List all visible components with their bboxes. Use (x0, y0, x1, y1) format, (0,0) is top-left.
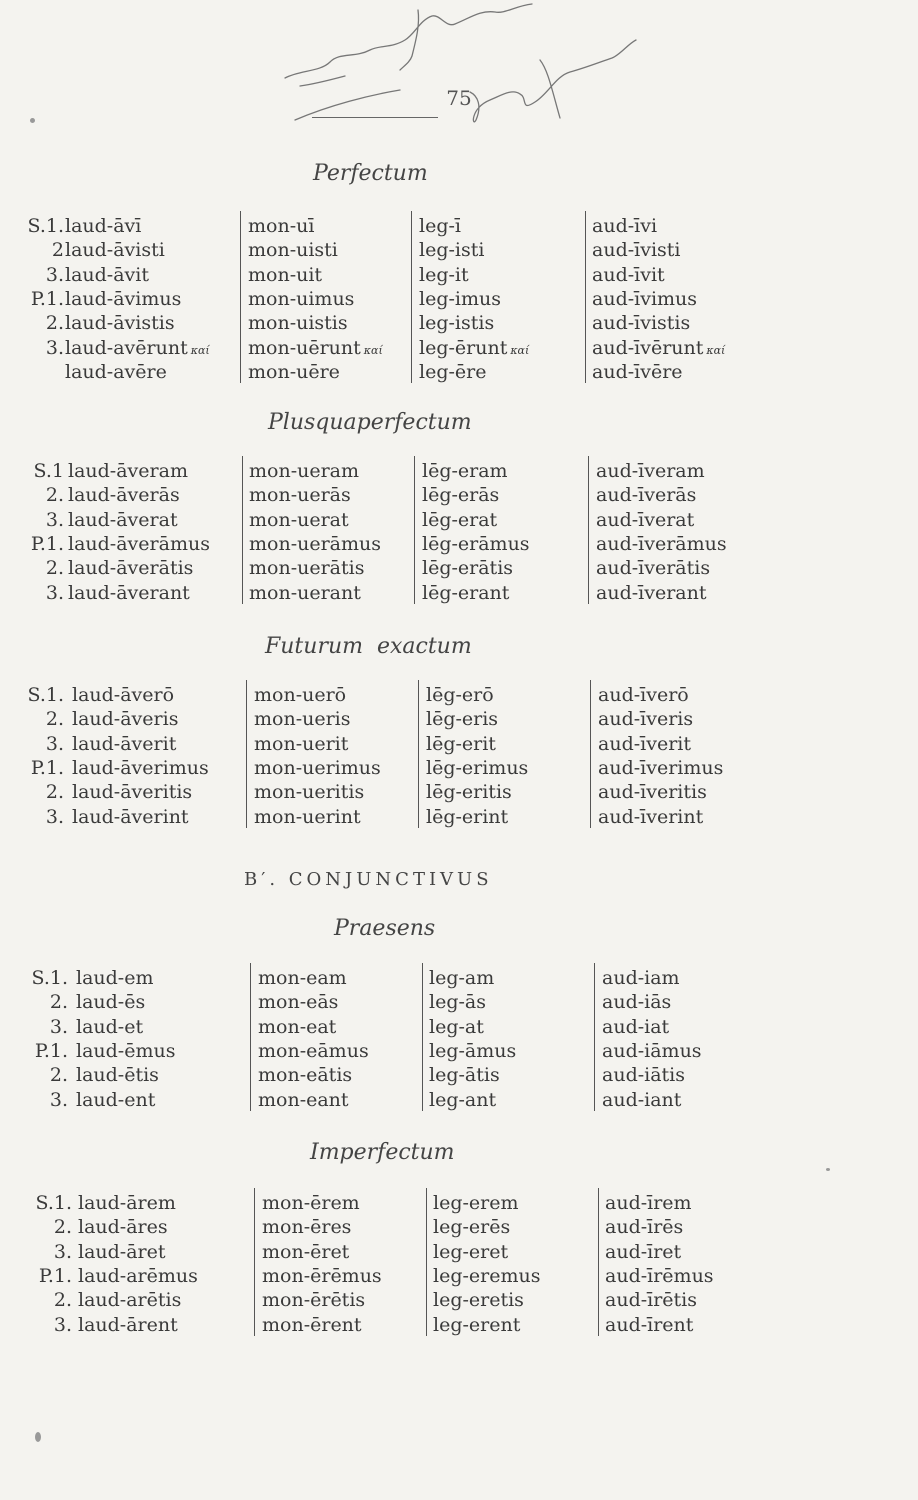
verb-form: laud-āvimus (65, 287, 182, 310)
verb-form: laud-avērunt καί (65, 336, 210, 359)
person-label: S.1. (27, 684, 64, 706)
verb-form: leg-eremus (433, 1264, 541, 1287)
column-divider (414, 456, 415, 604)
column-divider (250, 963, 251, 1111)
section-title-futurum-exactum: Futurum exactum (265, 634, 472, 659)
verb-form: laud-āret (78, 1240, 166, 1263)
table-row (0, 1264, 918, 1288)
column-divider (588, 456, 589, 604)
table-row (0, 1240, 918, 1264)
verb-form: mon-uēre (248, 360, 340, 383)
verb-form: lēg-eris (426, 708, 499, 731)
verb-form: mon-ērent (262, 1313, 362, 1336)
table-row (0, 732, 918, 756)
kai-marker: καί (510, 343, 530, 357)
verb-form: laud-āvistis (65, 312, 175, 335)
person-label: S.1. (35, 1192, 72, 1214)
verb-form: laud-āverint (72, 805, 189, 828)
verb-form: aud-īvit (592, 263, 665, 286)
verb-form: leg-erēs (433, 1216, 511, 1239)
kai-marker: καί (706, 343, 726, 357)
verb-form: aud-īret (605, 1240, 682, 1263)
page-number: 75 (446, 86, 472, 110)
verb-form: laud-āvī (65, 215, 142, 237)
person-label: P.1. (30, 287, 64, 310)
person-label: 3. (45, 263, 64, 286)
verb-form: laud-āverō (72, 684, 175, 706)
verb-form: mon-ēret (262, 1240, 350, 1263)
page-number-rule (312, 117, 438, 118)
verb-form: leg-āmus (429, 1039, 517, 1062)
person-label: 3. (45, 336, 64, 359)
verb-form: laud-ētis (76, 1064, 159, 1087)
verb-form: laud-ent (76, 1088, 156, 1111)
verb-form: aud-īveris (598, 708, 694, 731)
verb-form: lēg-erāmus (422, 532, 530, 555)
verb-form: aud-īverant (596, 581, 707, 604)
verb-form: aud-īverit (598, 732, 691, 755)
verb-form: mon-uerant (249, 581, 361, 604)
verb-form: aud-īrem (605, 1192, 692, 1214)
section-title-perfectum: Perfectum (313, 161, 428, 186)
kai-marker: καί (363, 343, 383, 357)
verb-form: leg-ās (429, 991, 486, 1014)
verb-form: aud-īveritis (598, 781, 707, 804)
verb-form: mon-eās (258, 991, 339, 1014)
verb-form: aud-iātis (602, 1064, 686, 1087)
person-label: 3. (45, 581, 64, 604)
person-label: 2. (45, 708, 64, 731)
verb-form: laud-ēmus (76, 1039, 176, 1062)
verb-form: aud-īrēmus (605, 1264, 714, 1287)
verb-form: laud-et (76, 1015, 144, 1038)
verb-form: laud-āverātis (68, 557, 194, 580)
verb-form: laud-em (76, 967, 154, 989)
verb-form: mon-uī (248, 215, 315, 237)
column-divider (246, 680, 247, 828)
verb-form: mon-uerit (254, 732, 349, 755)
person-label: 3. (53, 1313, 72, 1336)
verb-form: mon-uerātis (249, 557, 365, 580)
verb-form: leg-istis (419, 312, 495, 335)
verb-form: leg-am (429, 967, 495, 989)
column-divider (422, 963, 423, 1111)
table-row (0, 1288, 918, 1312)
verb-form: aud-īvistis (592, 312, 691, 335)
person-label: P.1. (34, 1039, 68, 1062)
verb-form: lēg-erit (426, 732, 496, 755)
column-divider (590, 680, 591, 828)
verb-form: laud-āveritis (72, 781, 193, 804)
person-label: 2. (49, 991, 68, 1014)
verb-form: laud-āvisti (65, 239, 165, 262)
person-label: 3. (45, 732, 64, 755)
verb-form: lēg-erint (426, 805, 509, 828)
verb-form: mon-uisti (248, 239, 338, 262)
table-row (0, 707, 918, 731)
table-row (0, 360, 918, 384)
person-label: 3. (45, 805, 64, 828)
table-row (0, 780, 918, 804)
column-divider (594, 963, 595, 1111)
verb-form: laud-arētis (78, 1289, 182, 1312)
section-title-imperfectum: Imperfectum (310, 1140, 455, 1165)
verb-form: aud-iās (602, 991, 672, 1014)
column-divider (585, 211, 586, 383)
verb-form: mon-eāmus (258, 1039, 369, 1062)
table-row (0, 311, 918, 335)
handwritten-annotation (0, 0, 918, 160)
table-row (0, 287, 918, 311)
verb-form: aud-īverāmus (596, 532, 727, 555)
verb-form: mon-uerat (249, 508, 349, 531)
column-divider (418, 680, 419, 828)
verb-form: mon-uerāmus (249, 532, 382, 555)
verb-form: laud-arēmus (78, 1264, 198, 1287)
person-label: P.1. (38, 1264, 72, 1287)
verb-form: lēg-erō (426, 684, 494, 706)
table-row (0, 1191, 918, 1215)
verb-form: aud-īrent (605, 1313, 694, 1336)
verb-form: aud-īverimus (598, 756, 724, 779)
verb-form: aud-īverās (596, 484, 697, 507)
verb-form: lēg-eritis (426, 781, 512, 804)
verb-form: aud-īrēs (605, 1216, 684, 1239)
verb-form: leg-eret (433, 1240, 509, 1263)
verb-form: leg-ī (419, 215, 461, 237)
column-divider (254, 1188, 255, 1336)
verb-form: mon-uimus (248, 287, 355, 310)
verb-form: mon-uerint (254, 805, 361, 828)
verb-form: laud-āveram (68, 460, 188, 482)
verb-form: aud-īrētis (605, 1289, 698, 1312)
part-heading-conjunctivus: B′. CONJUNCTIVUS (244, 869, 493, 890)
verb-form: laud-āverās (68, 484, 180, 507)
table-row (0, 263, 918, 287)
person-label: P.1. (30, 756, 64, 779)
verb-form: laud-āres (78, 1216, 168, 1239)
verb-form: aud-iant (602, 1088, 682, 1111)
verb-form: lēg-erant (422, 581, 510, 604)
person-label: P.1. (30, 532, 64, 555)
verb-form: mon-ēres (262, 1216, 352, 1239)
verb-form: laud-ārem (78, 1192, 176, 1214)
verb-form: leg-isti (419, 239, 485, 262)
table-row (0, 238, 918, 262)
verb-form: aud-iat (602, 1015, 670, 1038)
kai-marker: καί (190, 343, 210, 357)
verb-form: mon-uerimus (254, 756, 381, 779)
table-row (0, 1088, 918, 1112)
table-row (0, 1063, 918, 1087)
verb-form: mon-uerō (254, 684, 347, 706)
verb-form: mon-ueritis (254, 781, 365, 804)
table-row (0, 508, 918, 532)
verb-form: mon-uerās (249, 484, 351, 507)
person-label: 2. (45, 312, 64, 335)
table-row (0, 336, 918, 360)
verb-form: lēg-erimus (426, 756, 529, 779)
verb-form: aud-īverātis (596, 557, 711, 580)
verb-form: lēg-erās (422, 484, 500, 507)
person-label: 2. (53, 1216, 72, 1239)
verb-form: lēg-eram (422, 460, 508, 482)
verb-form: laud-āverit (72, 732, 177, 755)
table-row (0, 483, 918, 507)
table-row (0, 1015, 918, 1039)
verb-form: laud-āveris (72, 708, 179, 731)
verb-form: aud-īvērunt καί (592, 336, 726, 359)
person-label: S.1. (27, 215, 64, 237)
verb-form: leg-ērunt καί (419, 336, 530, 359)
verb-form: mon-ueram (249, 460, 360, 482)
column-divider (426, 1188, 427, 1336)
person-label: 2. (49, 1064, 68, 1087)
verb-form: leg-eretis (433, 1289, 524, 1312)
table-row (0, 459, 918, 483)
person-label: 3. (45, 508, 64, 531)
verb-form: lēg-erat (422, 508, 498, 531)
verb-form: leg-ēre (419, 360, 487, 383)
table-row (0, 805, 918, 829)
column-divider (598, 1188, 599, 1336)
verb-form: mon-eam (258, 967, 347, 989)
verb-form: mon-ērēmus (262, 1264, 382, 1287)
table-row (0, 683, 918, 707)
verb-form: aud-īvēre (592, 360, 683, 383)
verb-form: laud-āverant (68, 581, 190, 604)
person-label: 2. (53, 1289, 72, 1312)
person-label: 2 (51, 239, 64, 262)
verb-form: leg-ant (429, 1088, 497, 1111)
verb-form: mon-uistis (248, 312, 348, 335)
section-title-plusquaperfectum: Plusquaperfectum (268, 410, 472, 435)
person-label: S.1 (33, 460, 64, 482)
verb-form: mon-uērunt καί (248, 336, 383, 359)
verb-form: mon-uit (248, 263, 323, 286)
verb-form: aud-īvisti (592, 239, 681, 262)
table-row (0, 1039, 918, 1063)
column-divider (242, 456, 243, 604)
table-row (0, 756, 918, 780)
person-label: S.1. (31, 967, 68, 989)
column-divider (411, 211, 412, 383)
verb-form: mon-ueris (254, 708, 351, 731)
person-label: 2. (45, 557, 64, 580)
person-label: 3. (53, 1240, 72, 1263)
person-label: 2. (45, 484, 64, 507)
verb-form: laud-ārent (78, 1313, 178, 1336)
person-label: 2. (45, 781, 64, 804)
verb-form: laud-āverat (68, 508, 178, 531)
person-label: 3. (49, 1015, 68, 1038)
verb-form: mon-eat (258, 1015, 337, 1038)
person-label: 3. (49, 1088, 68, 1111)
table-row (0, 532, 918, 556)
table-row (0, 966, 918, 990)
verb-form: laud-āvit (65, 263, 149, 286)
table-row (0, 214, 918, 238)
table-row (0, 1215, 918, 1239)
verb-form: laud-āverāmus (68, 532, 210, 555)
table-row (0, 556, 918, 580)
column-divider (240, 211, 241, 383)
verb-form: aud-īvimus (592, 287, 698, 310)
table-row (0, 1313, 918, 1337)
paper-speck (30, 118, 35, 123)
verb-form: mon-ērētis (262, 1289, 366, 1312)
verb-form: laud-ēs (76, 991, 146, 1014)
paper-speck (35, 1432, 41, 1442)
verb-form: aud-īverint (598, 805, 704, 828)
verb-form: mon-ērem (262, 1192, 360, 1214)
verb-form: leg-at (429, 1015, 484, 1038)
table-row (0, 581, 918, 605)
verb-form: leg-imus (419, 287, 501, 310)
verb-form: leg-it (419, 263, 469, 286)
verb-form: aud-īvi (592, 215, 658, 237)
verb-form: laud-avēre (65, 360, 167, 383)
verb-form: aud-iāmus (602, 1039, 702, 1062)
verb-form: aud-īveram (596, 460, 705, 482)
verb-form: aud-īverō (598, 684, 689, 706)
verb-form: aud-īverat (596, 508, 695, 531)
verb-form: leg-erem (433, 1192, 519, 1214)
verb-form: mon-eātis (258, 1064, 353, 1087)
verb-form: leg-ātis (429, 1064, 500, 1087)
verb-form: aud-iam (602, 967, 680, 989)
verb-form: lēg-erātis (422, 557, 514, 580)
verb-form: mon-eant (258, 1088, 349, 1111)
verb-form: laud-āverimus (72, 756, 209, 779)
section-title-praesens: Praesens (334, 916, 436, 941)
verb-form: leg-erent (433, 1313, 521, 1336)
table-row (0, 990, 918, 1014)
paper-speck (826, 1168, 830, 1171)
